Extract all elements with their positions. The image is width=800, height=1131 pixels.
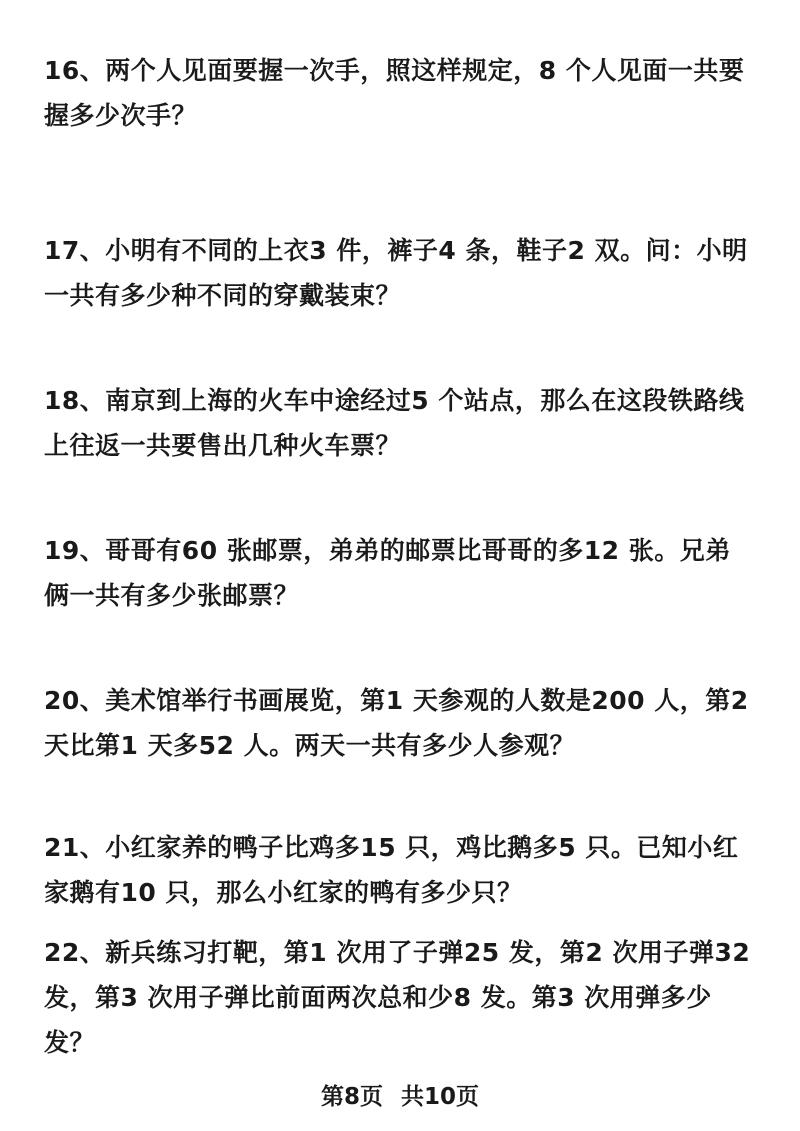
question-number: 17、 [44, 236, 106, 265]
question-text: 新兵练习打靶，第1 次用了子弹25 发，第2 次用子弹32 发，第3 次用子弹比前面两次总和少8 发。第3 次用弹多少发？ [44, 938, 751, 1057]
question-18 [44, 378, 756, 468]
question-21 [44, 825, 756, 915]
question-20 [44, 678, 756, 768]
question-19 [44, 528, 756, 618]
question-17 [44, 228, 756, 318]
question-text: 南京到上海的火车中途经过5 个站点，那么在这段铁路线上往返一共要售出几种火车票？ [44, 386, 745, 460]
page-number: 第8页 [320, 1084, 383, 1110]
question-text: 哥哥有60 张邮票，弟弟的邮票比哥哥的多12 张。兄弟俩一共有多少张邮票？ [44, 536, 731, 610]
question-text: 两个人见面要握一次手，照这样规定，8 个人见面一共要握多少次手？ [44, 56, 745, 130]
question-number: 21、 [44, 833, 106, 862]
question-number: 19、 [44, 536, 106, 565]
question-16 [44, 48, 756, 138]
question-text: 美术馆举行书画展览，第1 天参观的人数是200 人，第2 天比第1 天多52 人。两天一共有多少人参观？ [44, 686, 749, 760]
question-22 [44, 930, 756, 1065]
question-number: 22、 [44, 938, 106, 967]
question-number: 18、 [44, 386, 106, 415]
question-text: 小明有不同的上衣3 件，裤子4 条，鞋子2 双。问：小明一共有多少种不同的穿戴装束？ [44, 236, 748, 310]
page-footer [0, 1078, 800, 1111]
question-text: 小红家养的鸭子比鸡多15 只，鸡比鹅多5 只。已知小红家鹅有10 只，那么小红家的鸭有多少只？ [44, 833, 739, 907]
question-number: 20、 [44, 686, 106, 715]
page-total: 共10页 [401, 1084, 480, 1110]
question-number: 16、 [44, 56, 106, 85]
